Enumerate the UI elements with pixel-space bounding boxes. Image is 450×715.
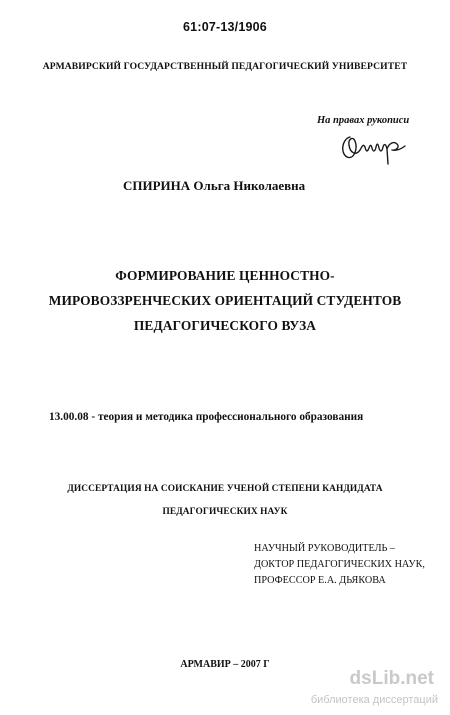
city-year: АРМАВИР – 2007 Г: [180, 659, 270, 670]
manuscript-rights-note: На правах рукописи: [317, 115, 410, 126]
degree-line: ДИССЕРТАЦИЯ НА СОИСКАНИЕ УЧЕНОЙ СТЕПЕНИ КАНДИДАТА: [67, 484, 383, 494]
degree-line: ПЕДАГОГИЧЕСКИХ НАУК: [162, 507, 288, 517]
archive-stamp: 61:07-13/1906: [183, 20, 267, 34]
title-line: МИРОВОЗЗРЕНЧЕСКИХ ОРИЕНТАЦИЙ СТУДЕНТОВ: [48, 293, 402, 308]
title-line: ФОРМИРОВАНИЕ ЦЕННОСТНО-: [115, 268, 335, 283]
advisor-line: ПРОФЕССОР Е.А. ДЬЯКОВА: [254, 575, 386, 586]
watermark-logo: dsLib.net: [349, 668, 434, 689]
dslib-watermark: [276, 668, 446, 710]
author-signature: [338, 131, 408, 167]
advisor-line: НАУЧНЫЙ РУКОВОДИТЕЛЬ –: [254, 543, 395, 554]
specialty-code: 13.00.08 - теория и методика профессионального образования: [49, 411, 364, 423]
title-line: ПЕДАГОГИЧЕСКОГО ВУЗА: [133, 318, 317, 333]
university-name: АРМАВИРСКИЙ ГОСУДАРСТВЕННЫЙ ПЕДАГОГИЧЕСКИЙ УНИВЕРСИТЕТ: [42, 61, 408, 72]
dissertation-title: [0, 263, 450, 338]
author-name: СПИРИНА Ольга Николаевна: [123, 178, 306, 193]
advisor-line: ДОКТОР ПЕДАГОГИЧЕСКИХ НАУК,: [254, 559, 425, 570]
watermark-subtitle: библиотека диссертаций: [310, 694, 438, 706]
degree-statement: [0, 478, 450, 524]
scientific-advisor: [254, 541, 425, 589]
